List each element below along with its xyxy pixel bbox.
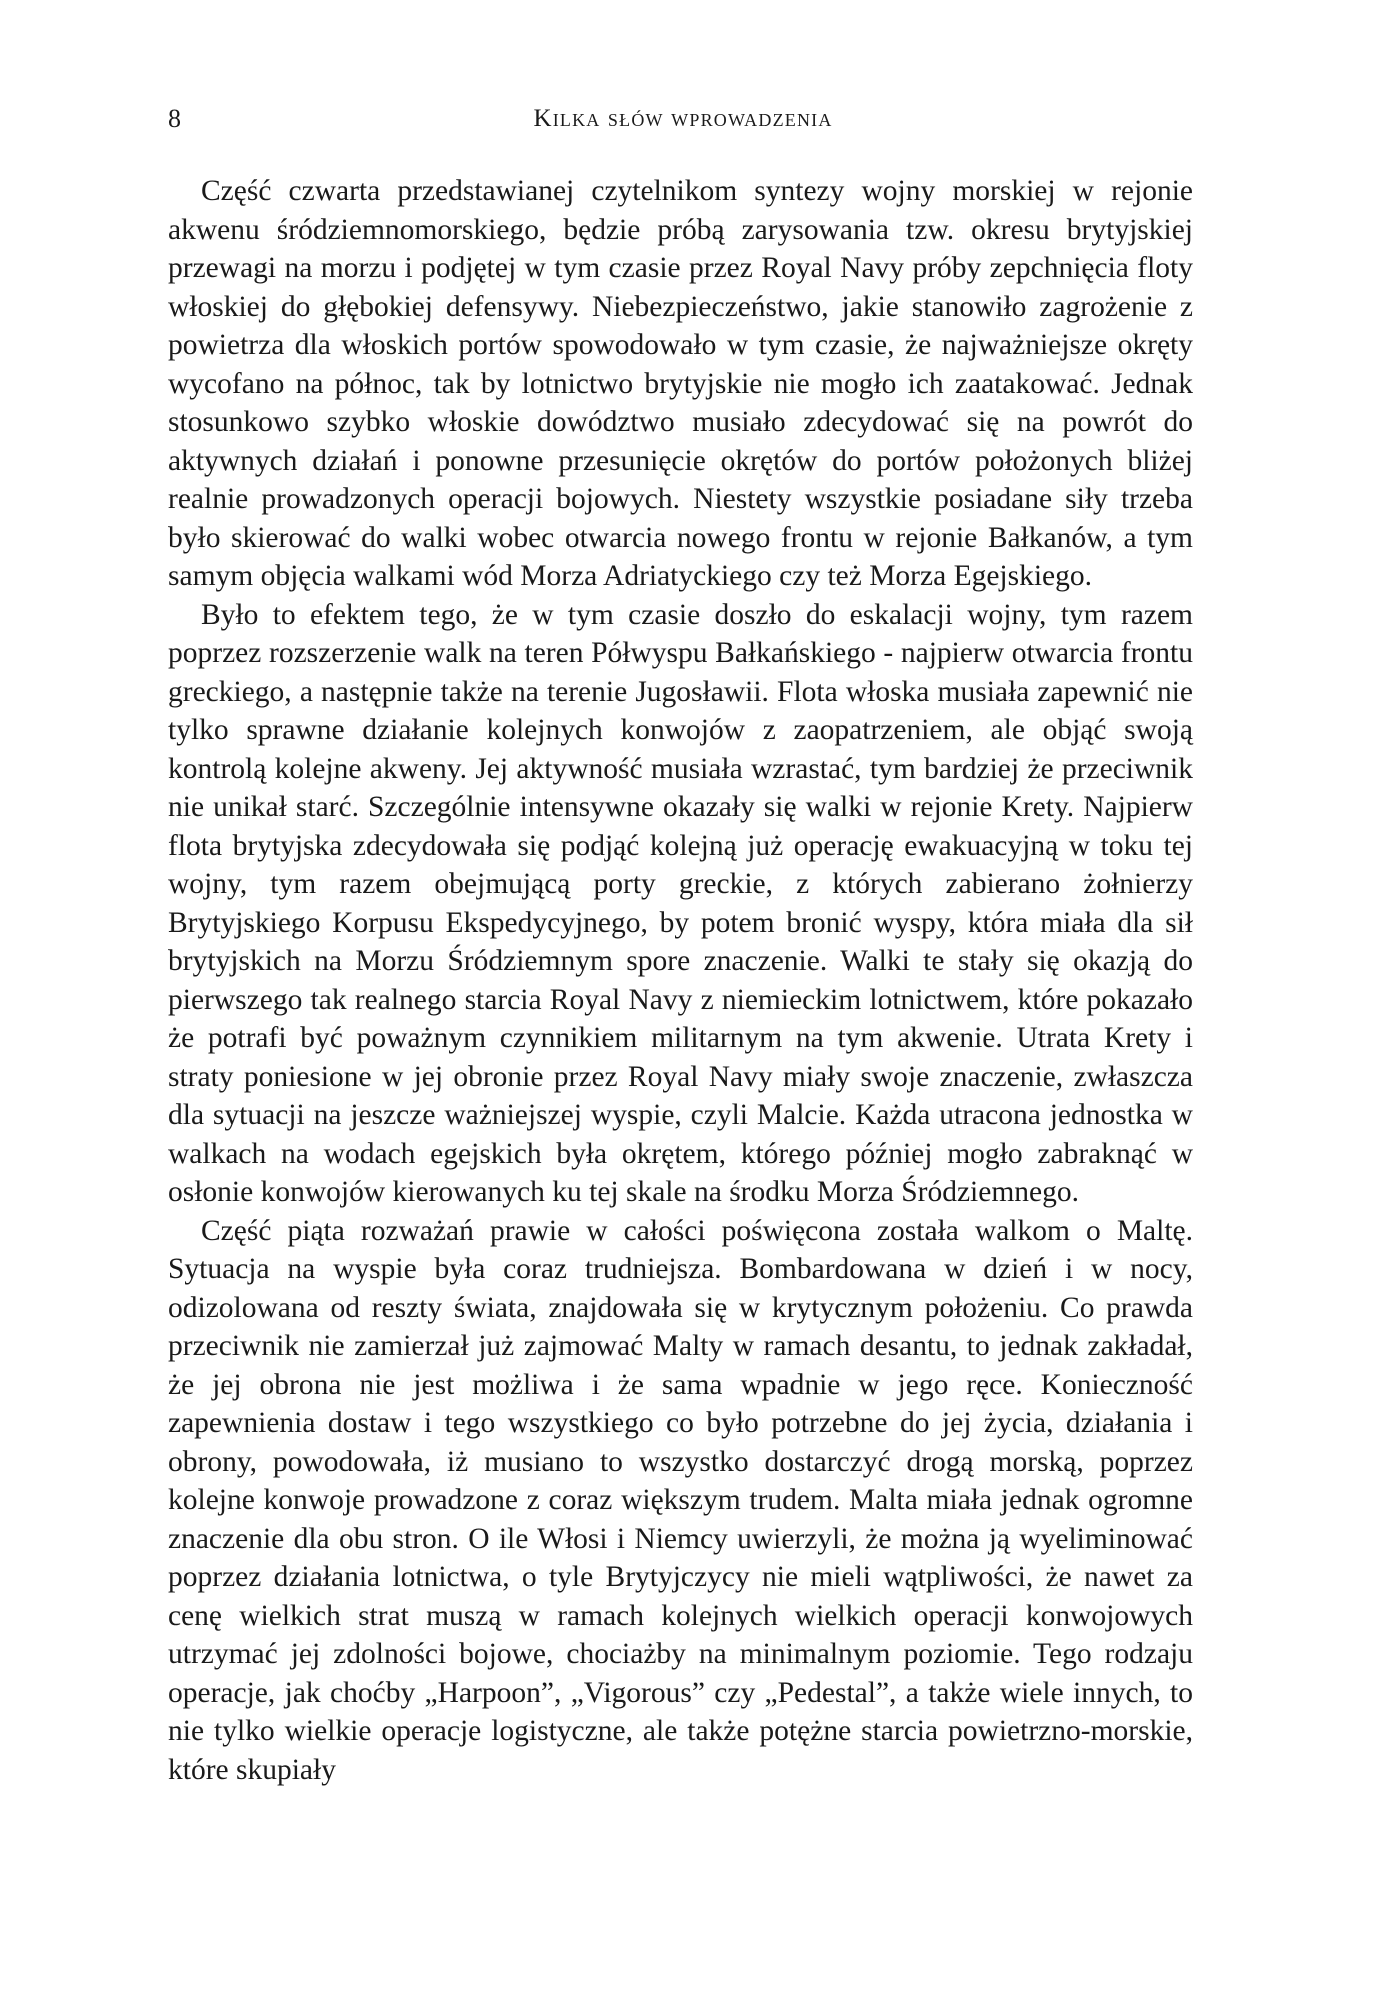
paragraph: Było to efektem tego, że w tym czasie doszło do eskalacji wojny, tym razem poprzez rozszerzenie walk na teren Półwyspu Bałkańskiego - najpierw otwarcia frontu greckiego, a następnie także na terenie Jugosławii. Flota włoska musiała zapewnić nie tylko sprawne działanie kolejnych konwojów z zaopatrzeniem, ale objąć swoją kontrolą kolejne akweny. Jej aktywność musiała wzrastać, tym bardziej że przeciwnik nie unikał starć. Szczególnie intensywne okazały się walki w rejonie Krety. Najpierw flota brytyjska zdecydowała się podjąć kolejną już operację ewakuacyjną w toku tej wojny, tym razem obejmującą porty greckie, z których zabierano żołnierzy Brytyjskiego Korpusu Ekspedycyjnego, by potem bronić wyspy, która miała dla sił brytyjskich na Morzu Śródziemnym spore znaczenie. Walki te stały się okazją do pierwszego tak realnego starcia Royal Navy z niemieckim lotnictwem, które pokazało że potrafi być poważnym czynnikiem militarnym na tym akwenie. Utrata Krety i straty poniesione w jej obronie przez Royal Navy miały swoje znaczenie, zwłaszcza dla sytuacji na jeszcze ważniejszej wyspie, czyli Malcie. Każda utracona jednostka w walkach na wodach egejskich była okrętem, którego później mogło zabraknąć w osłonie konwojów kierowanych ku tej skale na środku Morza Śródziemnego.: [168, 598, 1193, 1208]
paragraph: Część czwarta przedstawianej czytelnikom syntezy wojny morskiej w rejonie akwenu śródziemnomorskiego, będzie próbą zarysowania tzw. okresu brytyjskiej przewagi na morzu i podjętej w tym czasie przez Royal Navy próby zepchnięcia floty włoskiej do głębokiej defensywy. Niebezpieczeństwo, jakie stanowiło zagrożenie z powietrza dla włoskich portów spowodowało w tym czasie, że najważniejsze okręty wycofano na północ, tak by lotnictwo brytyjskie nie mogło ich zaatakować. Jednak stosunkowo szybko włoskie dowództwo musiało zdecydować się na powrót do aktywnych działań i ponowne przesunięcie okrętów do portów położonych bliżej realnie prowadzonych operacji bojowych. Niestety wszystkie posiadane siły trzeba było skierować do walki wobec otwarcia nowego frontu w rejonie Bałkanów, a tym samym objęcia walkami wód Morza Adriatyckiego czy też Morza Egejskiego.: [168, 175, 1193, 592]
page-number: 8: [168, 104, 181, 133]
body-text: [168, 172, 1193, 1789]
paragraph: Część piąta rozważań prawie w całości poświęcona została walkom o Maltę. Sytuacja na wyspie była coraz trudniejsza. Bombardowana w dzień i w nocy, odizolowana od reszty świata, znajdowała się w krytycznym położeniu. Co prawda przeciwnik nie zamierzał już zajmować Malty w ramach desantu, to jednak zakładał, że jej obrona nie jest możliwa i że sama wpadnie w jego ręce. Konieczność zapewnienia dostaw i tego wszystkiego co było potrzebne do jej życia, działania i obrony, powodowała, iż musiano to wszystko dostarczyć drogą morską, poprzez kolejne konwoje prowadzone z coraz większym trudem. Malta miała jednak ogromne znaczenie dla obu stron. O ile Włosi i Niemcy uwierzyli, że można ją wyeliminować poprzez działania lotnictwa, o tyle Brytyjczycy nie mieli wątpliwości, że nawet za cenę wielkich strat muszą w ramach kolejnych wielkich operacji konwojowych utrzymać jej zdolności bojowe, chociażby na minimalnym poziomie. Tego rodzaju operacje, jak choćby „Harpoon”, „Vigorous” czy „Pedestal”, a także wiele innych, to nie tylko wielkie operacje logistyczne, ale także potężne starcia powietrzno-morskie, które skupiały: [168, 1214, 1193, 1786]
running-head: [168, 102, 1198, 142]
running-title: Kilka słów wprowadzenia: [533, 105, 833, 132]
